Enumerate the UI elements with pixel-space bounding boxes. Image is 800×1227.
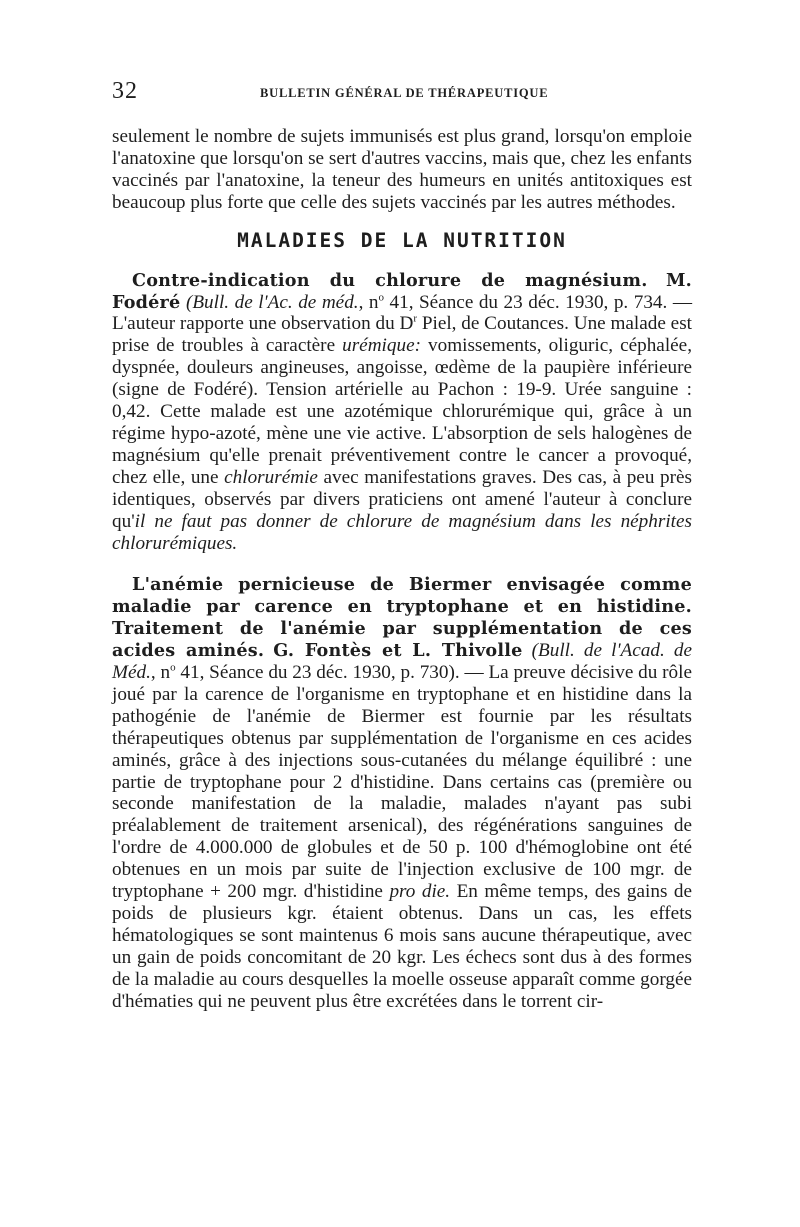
body-text — [112, 126, 692, 1013]
article-1-conclusion: il ne faut pas donner de chlorure de magnésium dans les néphrites chlorurémiques. — [112, 510, 692, 554]
page-number: 32 — [112, 78, 138, 104]
article-1-paragraph: Contre-indication du chlorure de magnésium. M. Fodéré (Bull. de l'Ac. de méd., $n^o$ 41, Séance du 23 déc. 1930, p. 734. — L'auteur rapporte une observation du $D^r$ Piel, de Coutances. Une malade est prise de troubles à caractère urémique: vomissements, oliguric, céphalée, dyspnée, douleurs angineuses, angoisse, œdème de la paupière inférieure (signe de Fodéré). Tension artérielle au Pachon : 19-9. Urée sanguine : 0,42. Cette malade est une azotémique chlorurémique qui, grâce à un régime hypo-azoté, mène une vie active. L'absorption de sels halogènes de magnésium qu'elle prenait préventivement contre le cancer a provoqué, chez elle, une chlorurémie avec manifestations graves. Des cas, à peu près identiques, observés par divers praticiens ont amené l'auteur à conclure qu'il ne faut pas donner de chlorure de magnésium dans les néphrites chlorurémiques. — [112, 269, 693, 554]
article-2-ref-journal: (Bull. de l'Acad. de Méd. — [112, 640, 692, 684]
article-1-title: Contre-indication du chlorure de magnésium. — [132, 269, 648, 291]
intro-paragraph: seulement le nombre de sujets immunisés est plus grand, lorsqu'on emploie l'anatoxine que lorsqu'on se sert d'autres vaccins, mais que, chez les enfants vaccinés par l'anatoxine, la teneur des humeurs en unités antitoxiques est beaucoup plus forte que celle des sujets vaccinés par les autres méthodes. — [112, 126, 692, 213]
article-2-title: L'anémie pernicieuse de Biermer envisagée comme maladie par carence en tryptophane et en histidine. Traitement de l'anémie par supplémentation de ces acides aminés. — [112, 574, 692, 662]
running-head: BULLETIN GÉNÉRAL DE THÉRAPEUTIQUE — [260, 86, 549, 100]
section-title: MALADIES DE LA NUTRITION — [237, 228, 567, 252]
page-header — [112, 78, 702, 108]
article-2-paragraph: L'anémie pernicieuse de Biermer envisagée comme maladie par carence en tryptophane et en histidine. Traitement de l'anémie par supplémentation de ces acides aminés. G. Fontès et L. Thivolle (Bull. de l'Acad. de Méd., $n^o$ 41, Séance du 23 déc. 1930, p. 730). — La preuve décisive du rôle joué par la carence de l'organisme en tryptophane et en histidine dans la pathogénie de l'anémie de Biermer est fournie par les résultats thérapeutiques obtenus par supplémentation de l'organisme en ces acides aminés, grâce à des injections sous-cutanées du mélange équilibré : une partie de tryptophane pour 2 d'histidine. Dans certains cas (première ou seconde manifestation de la maladie, malades n'ayant pas subi préalablement de traitement arsenical), des régénérations sanguines de l'ordre de 4.000.000 de globules et de 50 p. 100 d'hémoglobine ont été obtenues en un mois par suite de l'injection exclusive de 100 mgr. de tryptophane + 200 mgr. d'histidine pro die. En même temps, des gains de poids de plusieurs kgr. étaient obtenus. Dans un cas, les effets hématologiques se sont maintenus 6 mois sans aucune thérapeutique, avec un gain de poids concomitant de 20 kgr. Les échecs sont dus à des formes de la maladie au cours desquelles la moelle osseuse apparaît comme gorgée d'hématies qui ne peuvent plus être excrétées dans le torrent cir- — [112, 574, 692, 1012]
article-1-author: M. Fodéré — [112, 269, 692, 313]
article-2-authors: G. Fontès et L. Thivolle — [273, 640, 523, 662]
article-1-ref-journal: (Bull. de l'Ac. de méd. — [185, 291, 359, 313]
